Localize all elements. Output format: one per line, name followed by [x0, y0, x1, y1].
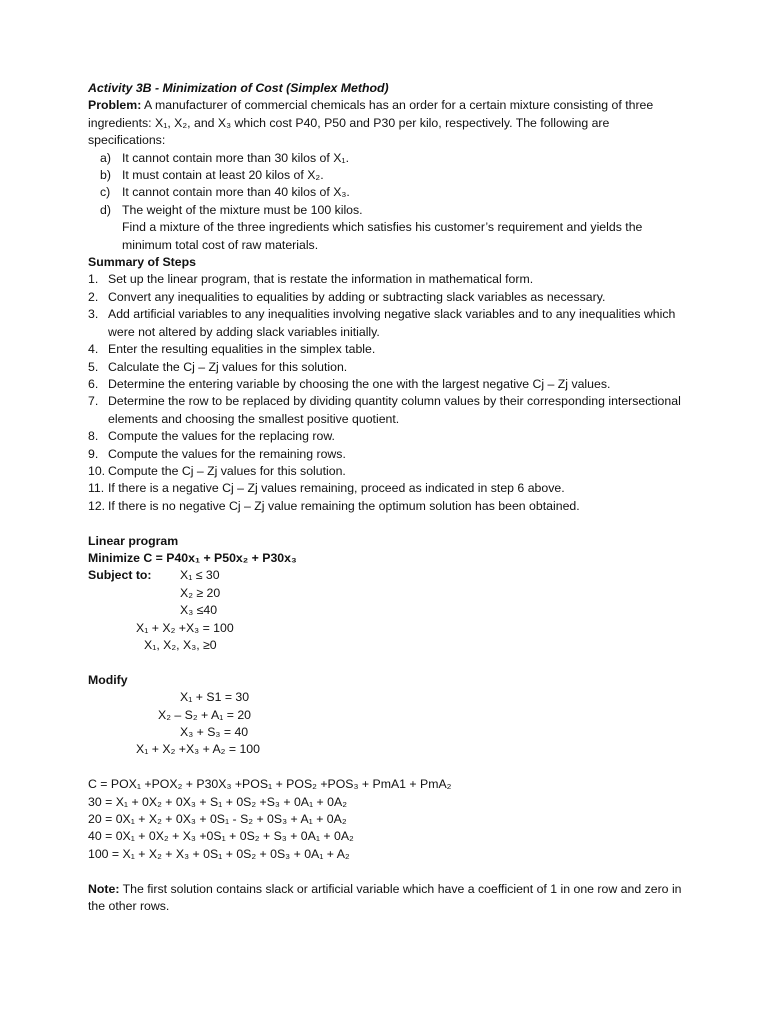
expanded-equation: 30 = X₁ + 0X₂ + 0X₃ + S₁ + 0S₂ +S₃ + 0A₁ + 0A₂: [88, 794, 347, 809]
step-item: 5. Calculate the Cj – Zj values for this solution.: [88, 359, 348, 374]
problem-statement: [88, 97, 688, 149]
spec-item: a) It cannot contain more than 30 kilos of X₁.: [100, 150, 349, 165]
constraint: X₁ ≤ 30: [180, 568, 220, 583]
document-page: [88, 80, 688, 915]
steps-list: [88, 271, 688, 515]
linear-program-heading: Linear program: [88, 533, 179, 548]
spec-item: b) It must contain at least 20 kilos of X₂.: [100, 168, 324, 183]
subject-to-label: Subject to:: [88, 568, 152, 583]
step-item: 8. Compute the values for the replacing row.: [88, 429, 335, 444]
modify-heading: Modify: [88, 672, 128, 687]
step-item: 12. If there is no negative Cj – Zj value remaining the optimum solution has been obtained.: [88, 498, 580, 513]
modified-equation: X₂ – S₂ + A₁ = 20: [158, 707, 252, 722]
note-label: Note:: [88, 881, 120, 896]
expanded-equation: 100 = X₁ + X₂ + X₃ + 0S₁ + 0S₂ + 0S₃ + 0A₁ + A₂: [88, 846, 350, 861]
constraint: X₂ ≥ 20: [180, 585, 221, 600]
constraint-row: [88, 567, 688, 584]
problem-text: A manufacturer of commercial chemicals has an order for a certain mixture consisting of three ingredients: X₁, X₂, and X₃ which cost P40, P50 and P30 per kilo, respectively. The following are specifications:: [88, 98, 654, 148]
expanded-equation: 40 = 0X₁ + 0X₂ + X₃ +0S₁ + 0S₂ + S₃ + 0A₁ + 0A₂: [88, 829, 354, 844]
document-title: Activity 3B - Minimization of Cost (Simplex Method): [88, 81, 389, 95]
step-item: 1. Set up the linear program, that is restate the information in mathematical form.: [88, 272, 534, 287]
expanded-equation: C = POX₁ +POX₂ + P30X₃ +POS₁ + POS₂ +POS₃ + PmA1 + PmA₂: [88, 777, 452, 792]
step-item: 6. Determine the entering variable by choosing the one with the largest negative Cj – Zj values.: [88, 376, 611, 391]
spec-item: d) The weight of the mixture must be 100 kilos.: [100, 202, 363, 217]
note: [88, 881, 688, 916]
step-item: 10. Compute the Cj – Zj values for this solution.: [88, 463, 346, 478]
modified-equation: X₃ + S₃ = 40: [180, 725, 249, 739]
spec-item: c) It cannot contain more than 40 kilos of X₃.: [100, 185, 350, 200]
step-item: 9. Compute the values for the remaining rows.: [88, 446, 346, 461]
expanded-equation: 20 = 0X₁ + X₂ + 0X₃ + 0S₁ - S₂ + 0S₃ + A₁ + 0A₂: [88, 812, 347, 827]
step-item: 2. Convert any inequalities to equalities by adding or subtracting slack variables as necessary.: [88, 289, 606, 304]
summary-heading: Summary of Steps: [88, 255, 196, 270]
note-text: The first solution contains slack or artificial variable which have a coefficient of 1 in one row and zero in the other rows.: [88, 881, 682, 914]
objective-function: Minimize C = P40x₁ + P50x₂ + P30x₃: [88, 550, 297, 565]
task-statement: Find a mixture of the three ingredients which satisfies his customer’s requirement and yields the minimum total cost of raw materials.: [122, 220, 643, 252]
step-item: 4. Enter the resulting equalities in the simplex table.: [88, 342, 376, 357]
step-item: 7. Determine the row to be replaced by dividing quantity column values by their corresponding intersectional elements and choosing the smallest positive quotient.: [88, 394, 681, 426]
specifications-list: [88, 150, 688, 254]
step-item: 11. If there is a negative Cj – Zj values remaining, proceed as indicated in step 6 above.: [88, 481, 565, 496]
constraint: X₃ ≤40: [180, 603, 218, 618]
modified-equation: X₁ + S1 = 30: [180, 690, 250, 705]
constraint: X₁ + X₂ +X₃ = 100: [136, 620, 234, 635]
constraint: X₁, X₂, X₃, ≥0: [144, 637, 217, 652]
problem-label: Problem:: [88, 98, 142, 113]
step-item: 3. Add artificial variables to any inequalities involving negative slack variables and to any inequalities which were not altered by adding slack variables initially.: [88, 307, 676, 339]
modified-equation: X₁ + X₂ +X₃ + A₂ = 100: [136, 742, 260, 757]
